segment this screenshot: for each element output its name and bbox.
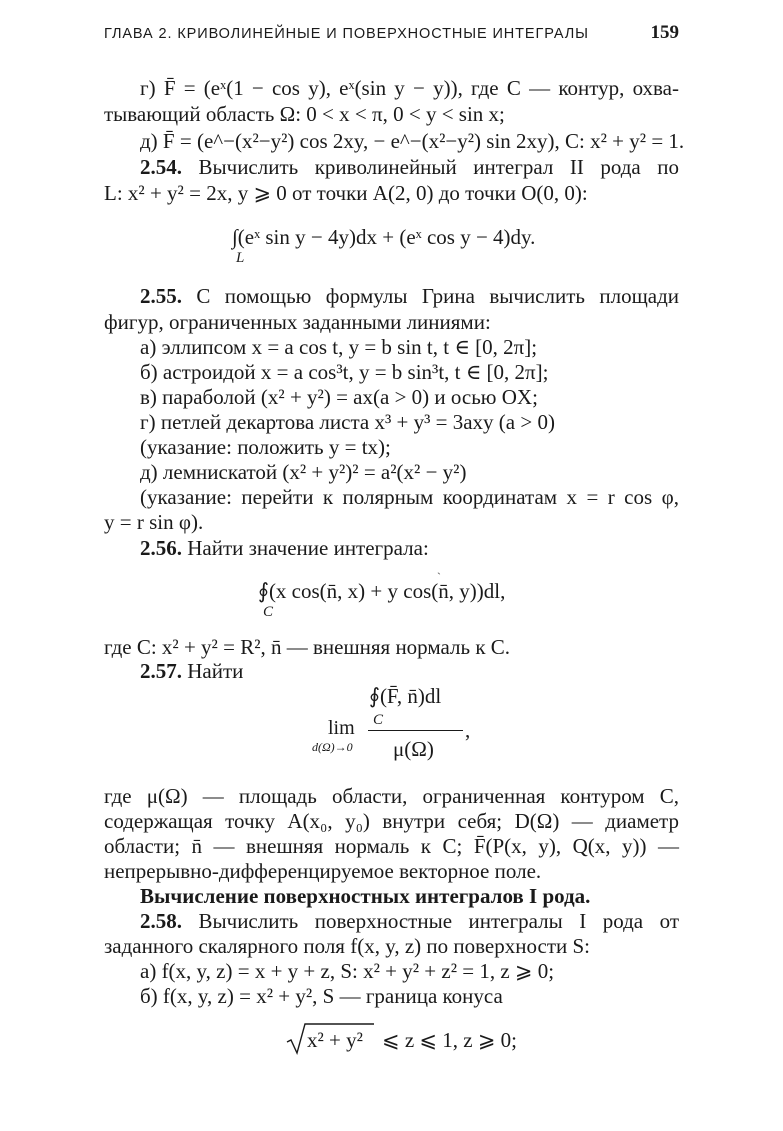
text-line: а) f(x, y, z) = x + y + z, S: x² + y² + z² = 1, z ⩾ 0; bbox=[140, 959, 555, 983]
text-line: фигур, ограниченных заданными линиями: bbox=[104, 310, 491, 334]
problem-text: Вычислить криволинейный интеграл II рода по bbox=[198, 155, 679, 179]
text-line: непрерывно-дифференцируемое векторное поле. bbox=[104, 859, 542, 883]
page-header bbox=[104, 22, 679, 48]
limit-subscript: d(Ω)→0 bbox=[312, 740, 353, 754]
text-line: L: x² + y² = 2x, y ⩾ 0 от точки A(2, 0) до точки O(0, 0): bbox=[104, 181, 588, 205]
problem-text: Вычислить поверхностные интегралы I рода от bbox=[198, 909, 680, 933]
section-heading: Вычисление поверхностных интегралов I рода. bbox=[140, 884, 591, 908]
integral-formula-2-54: ∫(eˣ sin y − 4y)dx + (eˣ cos y − 4)dy. bbox=[232, 225, 536, 249]
text-line: б) астроидой x = a cos³t, y = b sin³t, t ∈ [0, 2π]; bbox=[140, 360, 549, 384]
problem-2-56 bbox=[140, 535, 679, 561]
problem-2-55 bbox=[140, 283, 679, 309]
fraction-bar bbox=[368, 730, 463, 731]
text-line: г) F̄ = (eˣ(1 − cos y), eˣ(sin y − y)), где C — контур, охва- bbox=[140, 76, 679, 100]
contour-integral-2-56: ∮(x cos(n̄, x) + y cos(n̄, y))dl, bbox=[258, 579, 506, 603]
text-line: где μ(Ω) — площадь области, ограниченная контуром C, bbox=[104, 784, 679, 808]
text-line: (указание: положить y = tx); bbox=[140, 435, 391, 459]
numerator-subscript: C bbox=[373, 712, 384, 728]
text-line: б) f(x, y, z) = x² + y², S — граница конуса bbox=[140, 984, 503, 1008]
integral-subscript: C bbox=[263, 604, 274, 620]
fraction-numerator: ∮(F̄, n̄)dl bbox=[369, 684, 442, 708]
text-line: (указание: перейти к полярным координатам x = r cos φ, bbox=[140, 485, 679, 509]
page-number: 159 bbox=[650, 22, 679, 43]
text-line: где C: x² + y² = R², n̄ — внешняя нормаль к C. bbox=[104, 635, 511, 659]
inequality-rest: ⩽ z ⩽ 1, z ⩾ 0; bbox=[382, 1028, 518, 1052]
text-line: тывающий область Ω: 0 < x < π, 0 < y < sin x; bbox=[104, 102, 505, 126]
stray-mark: ˎ bbox=[437, 561, 441, 575]
problem-number: 2.54. bbox=[140, 155, 182, 179]
running-title: ГЛАВА 2. КРИВОЛИНЕЙНЫЕ И ПОВЕРХНОСТНЫЕ ИНТЕГРАЛЫ bbox=[104, 26, 589, 42]
text-line: а) эллипсом x = a cos t, y = b sin t, t ∈ [0, 2π]; bbox=[140, 335, 538, 359]
formula-comma: , bbox=[465, 718, 471, 742]
text-line: заданного скалярного поля f(x, y, z) по поверхности S: bbox=[104, 934, 591, 958]
integral-subscript: L bbox=[236, 250, 245, 266]
sqrt-radicand: x² + y² bbox=[307, 1028, 363, 1052]
problem-number: 2.58. bbox=[140, 909, 182, 933]
text-line: г) петлей декартова листа x³ + y³ = 3axy (a > 0) bbox=[140, 410, 555, 434]
problem-2-58 bbox=[140, 908, 679, 934]
problem-number: 2.55. bbox=[140, 284, 182, 308]
text-line: содержащая точку A(x₀, y₀) внутри себя; D(Ω) — диаметр bbox=[104, 809, 679, 833]
problem-text: С помощью формулы Грина вычислить площади bbox=[196, 284, 679, 308]
text-line: y = r sin φ). bbox=[104, 510, 204, 534]
problem-text: Найти значение интеграла: bbox=[187, 536, 429, 560]
fraction-denominator: μ(Ω) bbox=[393, 737, 434, 761]
text-line: области; n̄ — внешняя нормаль к C; F̄(P(x, y), Q(x, y)) — bbox=[104, 834, 679, 858]
text-line: в) параболой (x² + y²) = ax(a > 0) и осью OX; bbox=[140, 385, 538, 409]
problem-number: 2.56. bbox=[140, 536, 182, 560]
text-line: д) F̄ = (e^−(x²−y²) cos 2xy, − e^−(x²−y²) sin 2xy), C: x² + y² = 1. bbox=[140, 129, 685, 153]
text-line: д) лемнискатой (x² + y²)² = a²(x² − y²) bbox=[140, 460, 467, 484]
problem-text: Найти bbox=[187, 659, 244, 683]
problem-number: 2.57. bbox=[140, 659, 182, 683]
limit-operator: lim bbox=[328, 717, 355, 739]
problem-2-57 bbox=[140, 658, 679, 684]
problem-2-54 bbox=[140, 154, 679, 180]
